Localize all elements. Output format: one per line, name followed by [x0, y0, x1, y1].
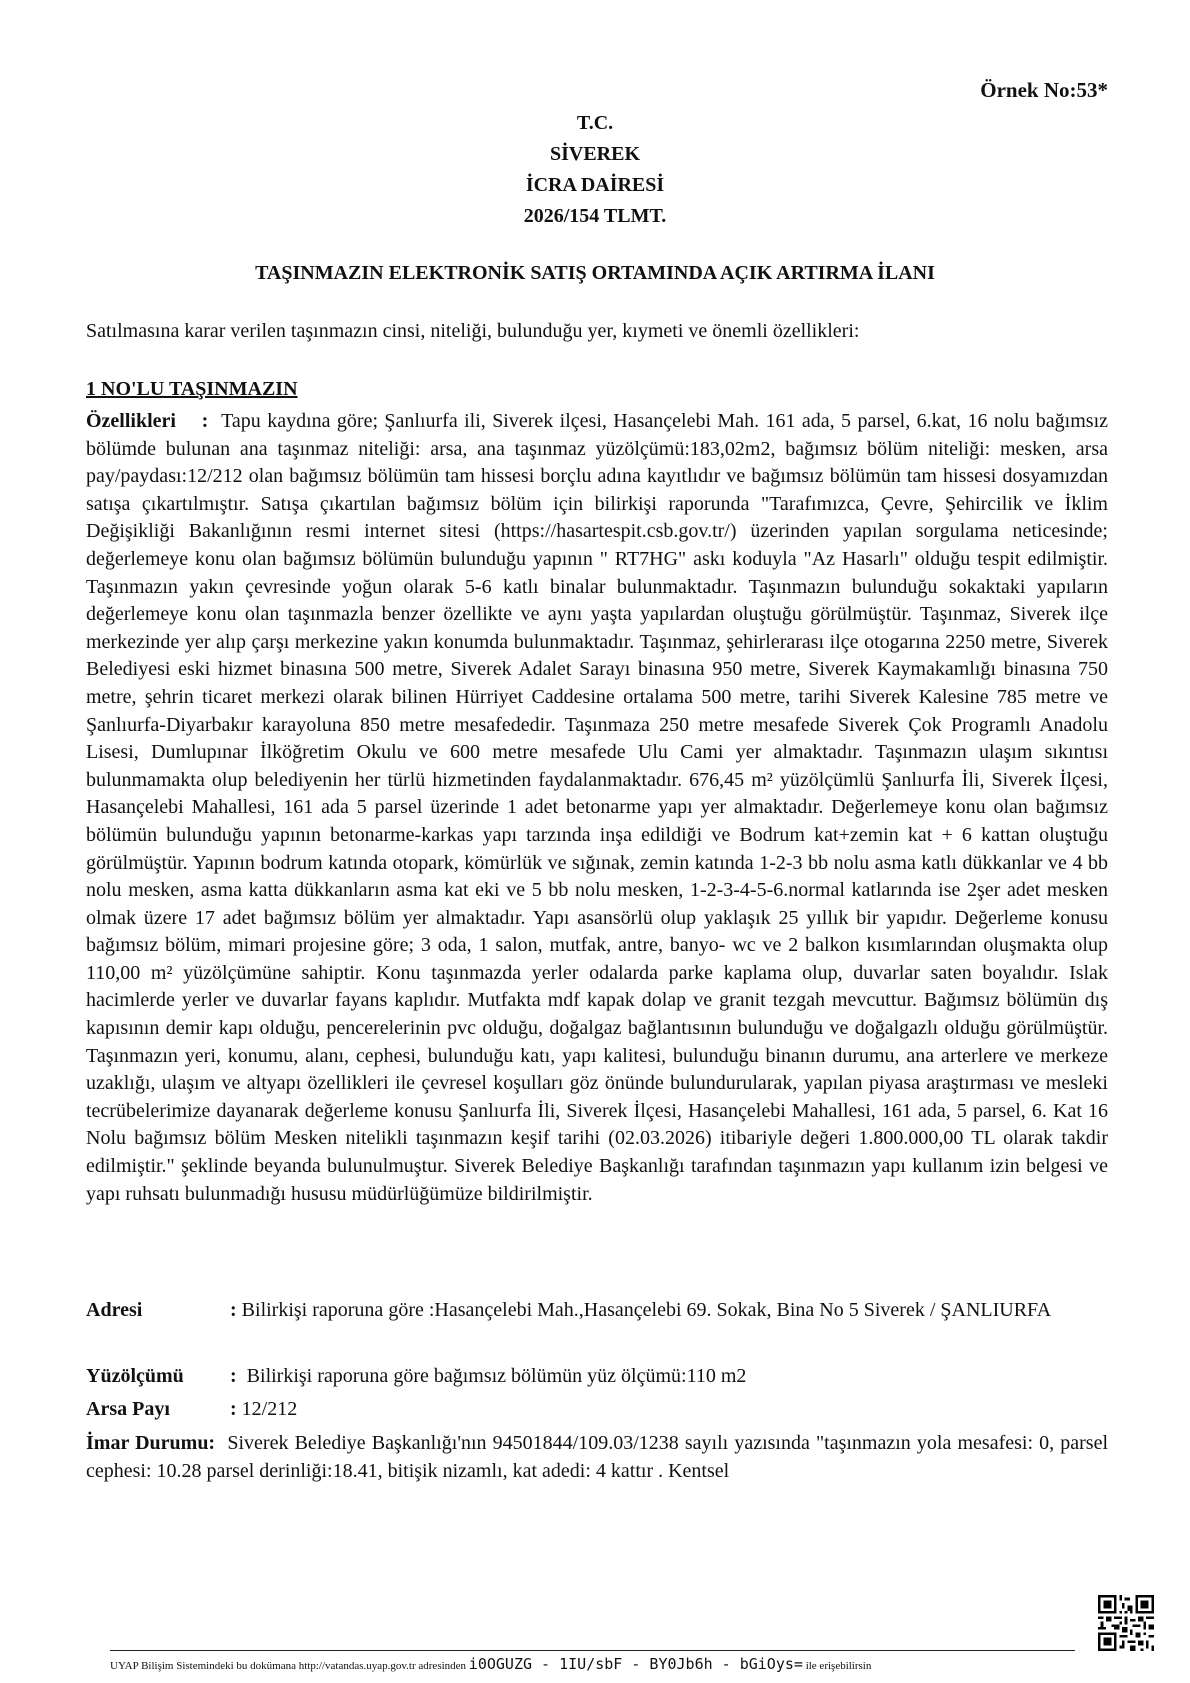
header-tc: T.C. [576, 112, 614, 134]
footer [110, 1655, 1085, 1673]
zoning-row [86, 1430, 1108, 1485]
zoning-text: Siverek Belediye Başkanlığı'nın 94501844/109.03/1238 sayılı yazısında "taşınmazın yola mesafesi: 0, parsel cephesi: 10.28 parsel derinliği:18.41, bitişik nizamlı, kat adedi: 4 kattır . Kentsel [86, 1432, 1109, 1482]
zoning-label: İmar Durumu: [86, 1432, 216, 1454]
qr-code-icon [1098, 1595, 1154, 1651]
footer-access-code: i0OGUZG - 1IU/sbF - BY0Jb6h - bGiOys= [468, 1655, 803, 1673]
property-heading: 1 NO'LU TAŞINMAZIN [86, 378, 298, 400]
share-label: Arsa Payı [86, 1398, 170, 1420]
share-text: 12/212 [241, 1398, 298, 1420]
features-paragraph: Özellikleri : Tapu kaydına göre; Şanlıurfa ili, Siverek ilçesi, Hasançelebi Mah. 161 ada, 5 parsel, 6.kat, 16 nolu bağımsız bölümde bulunan ana taşınmaz niteliği: arsa, ana taşınmaz yüzölçümü:183,02m2, bağımsız bölüm niteliği: mesken, arsa pay/paydası:12/212 olan bağımsız bölümün tam hissesi borçlu adına kayıtlıdır ve bağımsız bölümün tam hissesi dosyamızdan satışa çıkartılmıştır. Satışa çıkartılan bağımsız bölüm için bilirkişi raporunda "Tarafımızca, Çevre, Şehircilik ve İklim Değişikliği Bakanlığının resmi internet sitesi (https://hasartespit.csb.gov.tr/) üzerinden yapılan sorgulama neticesinde; değerlemeye konu olan bağımsız bölümün bulunduğu yapının " RT7HG" askı koduyla "Az Hasarlı" olduğu tespit edilmiştir. Taşınmazın yakın çevresinde yoğun olarak 5-6 katlı binalar bulunmaktadır. Taşınmazın bulunduğu sokaktaki yapıların değerlemeye konu olan taşınmazla benzer özellikte ve aynı yaşta yapılardan oluştuğu görülmüştür. Taşınmaz, Siverek ilçe merkezinde yer alıp çarşı merkezine yakın konumda bulunmaktadır. Taşınmaz, şehirlerarası ilçe otogarına 2250 metre, Siverek Belediyesi eski hizmet binasına 500 metre, Siverek Adalet Sarayı binasına 950 metre, Siverek Kaymakamlığı binasına 750 metre, şehrin ticaret merkezi olarak bilinen Hürriyet Caddesine ortalama 500 metre, tarihi Siverek Kalesine 785 metre ve Şanlıurfa-Diyarbakır karayoluna 850 metre mesafededir. Taşınmaza 250 metre mesafede Siverek Çok Programlı Anadolu Lisesi, Dumlupınar İlköğretim Okulu ve 600 metre mesafede Ulu Cami yer almaktadır. Taşınmazın ulaşım sıkıntısı bulunmamakta olup belediyenin her türlü hizmetinden faydalanmaktadır. 676,45 m² yüzölçümlü Şanlıurfa İli, Siverek İlçesi, Hasançelebi Mahallesi, 161 ada 5 parsel üzerinde 1 adet betonarme yapı yer almaktadır. Değerlemeye konu olan bağımsız bölümün bulunduğu yapının betonarme-karkas yapı tarzında inşa edildiği ve Bodrum kat+zemin kat + 6 kattan oluştuğu görülmüştür. Yapının bodrum katında otopark, kömürlük ve sığınak, zemin katında 1-2-3 bb nolu asma katlı dükkanlar ve 4 bb nolu mesken, asma katta dükkanların asma kat eki ve 5 bb nolu mesken, 1-2-3-4-5-6.normal katlarında ise 2şer adet mesken olmak üzere 17 adet bağımsız bölüm yer almaktadır. Yapı asansörlü olup yaklaşık 25 yıllık bir yapıdır. Değerleme konusu bağımsız bölüm, mimari projesine göre; 3 oda, 1 salon, mutfak, antre, banyo- wc ve 2 balkon kısımlarından oluşmakta olup 110,00 m² yüzölçümüne sahiptir. Konu taşınmazda yerler odalarda parke kaplama olup, duvarlar saten boyalıdır. Islak hacimlerde yerler ve duvarlar fayans kaplıdır. Mutfakta mdf kapak dolap ve granit tezgah mevcuttur. Bağımsız bölümün dış kapısının demir kapı olduğu, pencerelerinin pvc olduğu, doğalgaz bağlantısının bulunduğu ve doğalgazlı olduğu görülmüştür. Taşınmazın yeri, konumu, alanı, cephesi, bulunduğu katı, yapı kalitesi, bulunduğu binanın durumu, ana arterlere ve merkeze uzaklığı, ulaşım ve altyapı özellikleri ile çevresel koşulları göz önünde bulundurularak, yapılan piyasa araştırması ve mesleki tecrübelerimize dayanarak değerleme konusu Şanlıurfa İli, Siverek İlçesi, Hasançelebi Mahallesi, 161 ada, 5 parsel, 6. Kat 16 Nolu bağımsız bölüm Mesken nitelikli taşınmazın keşif tarihi (02.03.2026) itibariyle değeri 1.800.000,00 TL olarak takdir edilmiştir." şeklinde beyanda bulunulmuştur. Siverek Belediye Başkanlığı tarafından taşınmazın yapı kullanım izin belgesi ve yapı ruhsatı bulunmadığı hususu müdürlüğümüze bildirilmiştir. [86, 410, 1109, 1205]
address-label: Adresi [86, 1299, 143, 1321]
header-city: SİVEREK [549, 143, 641, 165]
address-row: Adresi : Bilirkişi raporuna göre :Hasançelebi Mah.,Hasançelebi 69. Sokak, Bina No 5 Siverek / ŞANLIURFA [86, 1297, 1108, 1325]
sample-number: Örnek No:53* [980, 78, 1108, 102]
page-title: TAŞINMAZIN ELEKTRONİK SATIŞ ORTAMINDA AÇIK ARTIRMA İLANI [255, 262, 935, 284]
footer-prefix: UYAP Bilişim Sistemindeki bu dokümana http://vatandas.uyap.gov.tr adresinden [110, 1660, 467, 1672]
share-row: Arsa Payı : 12/212 [86, 1396, 1108, 1424]
header-office: İCRA DAİRESİ [525, 174, 665, 196]
features-label: Özellikleri [86, 410, 176, 432]
area-row: Yüzölçümü : Bilirkişi raporuna göre bağımsız bölümün yüz ölçümü:110 m2 [86, 1363, 1108, 1391]
intro-text: Satılmasına karar verilen taşınmazın cinsi, niteliği, bulunduğu yer, kıymeti ve önemli özellikleri: [86, 320, 860, 342]
address-text: Bilirkişi raporuna göre :Hasançelebi Mah.,Hasançelebi 69. Sokak, Bina No 5 Siverek / ŞANLIURFA [241, 1299, 1052, 1321]
area-text: Bilirkişi raporuna göre bağımsız bölümün yüz ölçümü:110 m2 [246, 1365, 747, 1387]
document-header [0, 108, 1190, 232]
area-label: Yüzölçümü [86, 1365, 184, 1387]
header-file-no: 2026/154 TLMT. [523, 205, 667, 227]
footer-divider [110, 1650, 1075, 1651]
footer-suffix: ile erişebilirsin [805, 1660, 872, 1672]
features-text: Tapu kaydına göre; Şanlıurfa ili, Siverek ilçesi, Hasançelebi Mah. 161 ada, 5 parsel, 6.kat, 16 nolu bağımsız bölümde bulunan ana taşınmaz niteliği: arsa, ana taşınmaz yüzölçümü:183,02m2, bağımsız bölüm niteliği: mesken, arsa pay/paydası:12/212 olan bağımsız bölümün tam hissesi borçlu adına kayıtlıdır ve bağımsız bölümün tam hissesi dosyamızdan satışa çıkartılmıştır. Satışa çıkartılan bağımsız bölüm için bilirkişi raporunda "Tarafımızca, Çevre, Şehircilik ve İklim Değişikliği Bakanlığının resmi internet sitesi (https://hasartespit.csb.gov.tr/) üzerinden yapılan sorgulama neticesinde; değerlemeye konu olan bağımsız bölümün bulunduğu yapının " RT7HG" askı koduyla "Az Hasarlı" olduğu tespit edilmiştir. Taşınmazın yakın çevresinde yoğun olarak 5-6 katlı binalar bulunmaktadır. Taşınmazın bulunduğu sokaktaki yapıların değerlemeye konu olan taşınmazla benzer özellikte ve aynı yaşta yapılardan oluştuğu görülmüştür. Taşınmaz, Siverek ilçe merkezinde yer alıp çarşı merkezine yakın konumda bulunmaktadır. Taşınmaz, şehirlerarası ilçe otogarına 2250 metre, Siverek Belediyesi eski hizmet binasına 500 metre, Siverek Adalet Sarayı binasına 950 metre, Siverek Kaymakamlığı binasına 750 metre, şehrin ticaret merkezi olarak bilinen Hürriyet Caddesine ortalama 500 metre, tarihi Siverek Kalesine 785 metre ve Şanlıurfa-Diyarbakır karayoluna 850 metre mesafededir. Taşınmaza 250 metre mesafede Siverek Çok Programlı Anadolu Lisesi, Dumlupınar İlköğretim Okulu ve 600 metre mesafede Ulu Cami yer almaktadır. Taşınmazın ulaşım sıkıntısı bulunmamakta olup belediyenin her türlü hizmetinden faydalanmaktadır. 676,45 m² yüzölçümlü Şanlıurfa İli, Siverek İlçesi, Hasançelebi Mahallesi, 161 ada 5 parsel üzerinde 1 adet betonarme yapı yer almaktadır. Değerlemeye konu olan bağımsız bölümün bulunduğu yapının betonarme-karkas yapı tarzında inşa edildiği ve Bodrum kat+zemin kat + 6 kattan oluştuğu görülmüştür. Yapının bodrum katında otopark, kömürlük ve sığınak, zemin katında 1-2-3 bb nolu asma katlı dükkanlar ve 4 bb nolu mesken, asma katta dükkanların asma kat eki ve 5 bb nolu mesken, 1-2-3-4-5-6.normal katlarında ise 2şer adet mesken olmak üzere 17 adet bağımsız bölüm yer almaktadır. Yapı asansörlü olup yaklaşık 25 yıllık bir yapıdır. Değerleme konusu bağımsız bölüm, mimari projesine göre; 3 oda, 1 salon, mutfak, antre, banyo- wc ve 2 balkon kısımlarından oluşmakta olup 110,00 m² yüzölçümüne sahiptir. Konu taşınmazda yerler odalarda parke kaplama olup, duvarlar saten boyalıdır. Islak hacimlerde yerler ve duvarlar fayans kaplıdır. Mutfakta mdf kapak dolap ve granit tezgah mevcuttur. Bağımsız bölümün dış kapısının demir kapı olduğu, pencerelerinin pvc olduğu, doğalgaz bağlantısının bulunduğu ve doğalgazlı olduğu görülmüştür. Taşınmazın yeri, konumu, alanı, cephesi, bulunduğu katı, yapı kalitesi, bulunduğu binanın durumu, ana arterlere ve merkeze uzaklığı, ulaşım ve altyapı özellikleri ile çevresel koşulları göz önünde bulundurularak, yapılan piyasa araştırması ve mesleki tecrübelerimize dayanarak değerleme konusu Şanlıurfa İli, Siverek İlçesi, Hasançelebi Mahallesi, 161 ada, 5 parsel, 6. Kat 16 Nolu bağımsız bölüm Mesken nitelikli taşınmazın keşif tarihi (02.03.2026) itibariyle değeri 1.800.000,00 TL olarak takdir edilmiştir." şeklinde beyanda bulunulmuştur. Siverek Belediye Başkanlığı tarafından taşınmazın yapı kullanım izin belgesi ve yapı ruhsatı bulunmadığı hususu müdürlüğümüze bildirilmiştir. [86, 410, 1109, 1205]
